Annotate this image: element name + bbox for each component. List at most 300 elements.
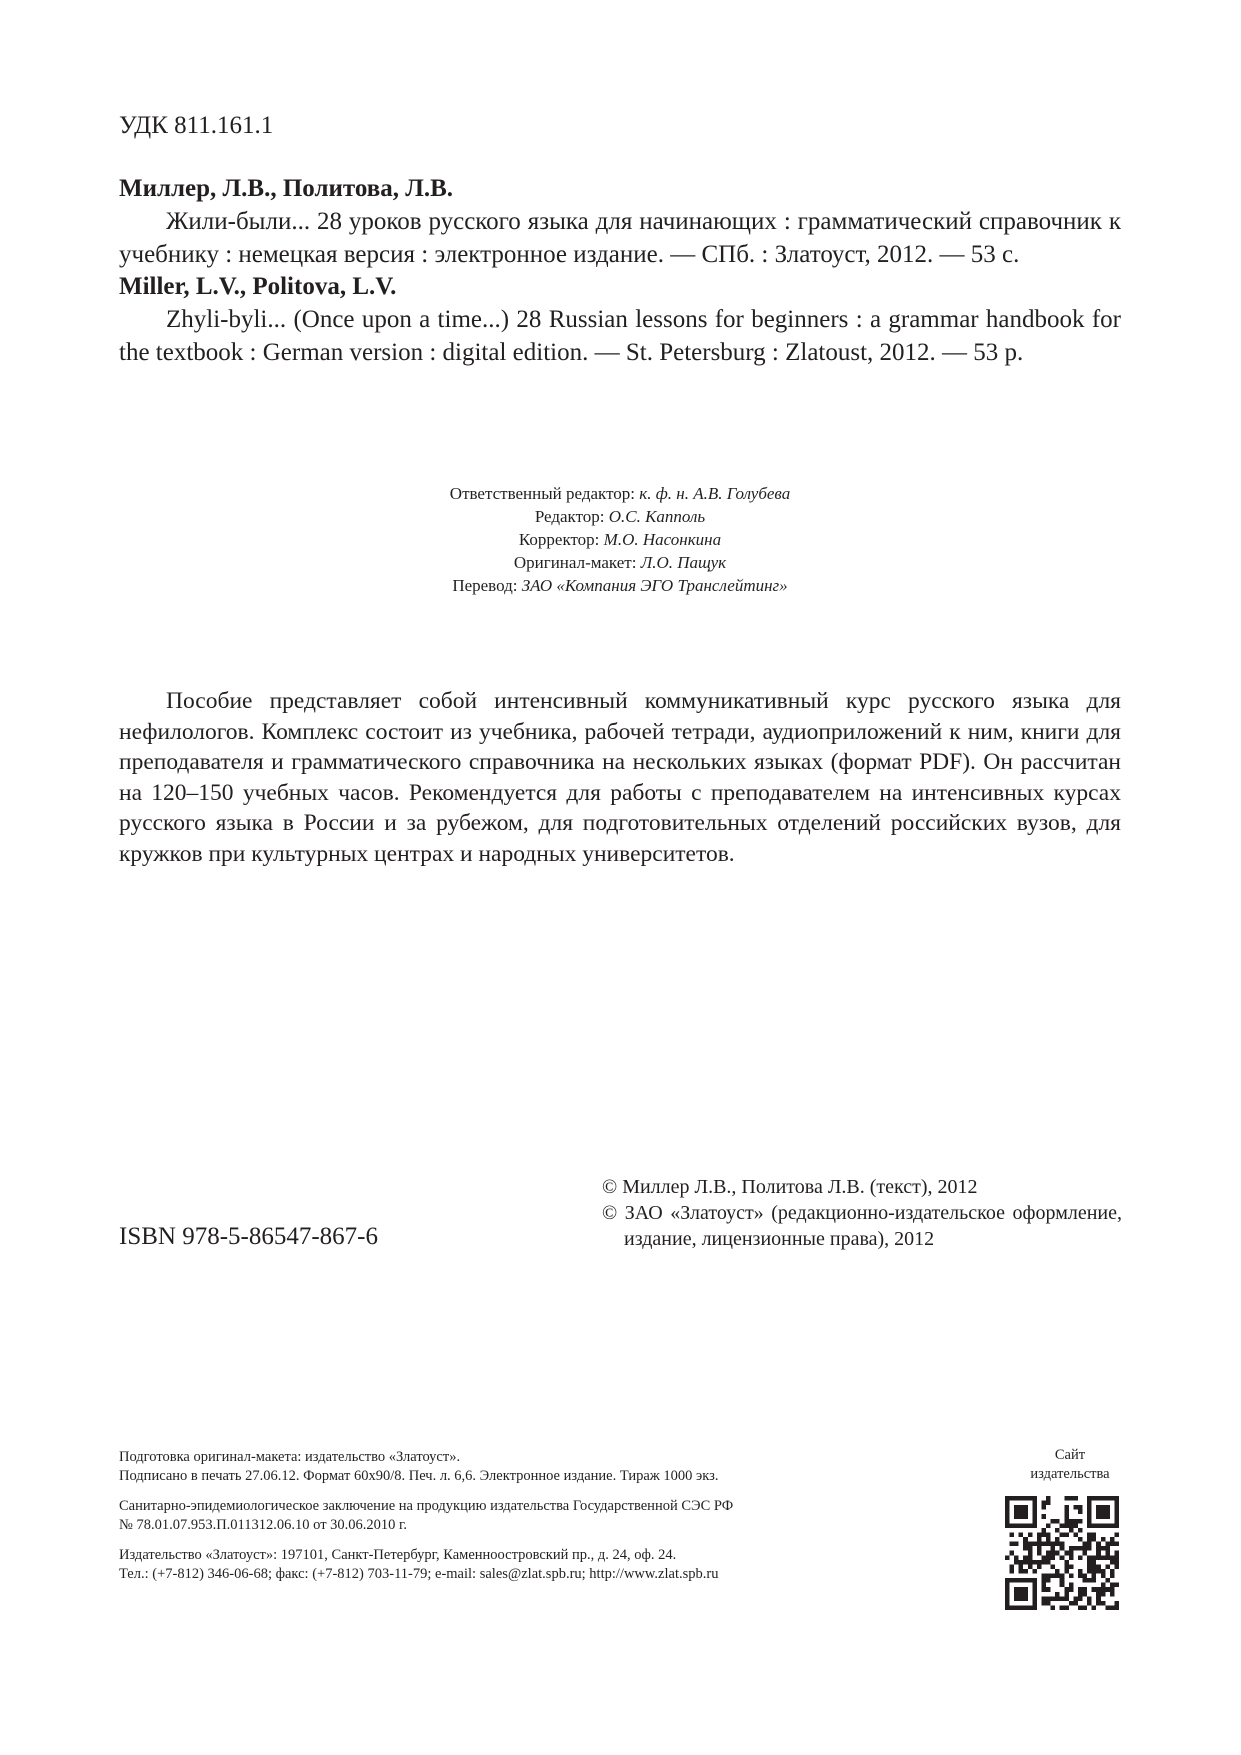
qr-module [1110, 1583, 1115, 1588]
qr-module [1096, 1601, 1101, 1606]
qr-module [1073, 1596, 1078, 1601]
qr-module [1101, 1505, 1106, 1510]
qr-module [1114, 1496, 1119, 1501]
qr-module [1069, 1564, 1074, 1569]
qr-module [1032, 1510, 1037, 1515]
qr-module [1014, 1523, 1019, 1528]
qr-module [1060, 1605, 1065, 1610]
qr-module [1041, 1501, 1046, 1506]
qr-module [1019, 1578, 1024, 1583]
qr-module [1096, 1514, 1101, 1519]
qr-module [1101, 1496, 1106, 1501]
qr-module [1083, 1605, 1088, 1610]
qr-module [1028, 1555, 1033, 1560]
qr-module [1046, 1537, 1051, 1542]
qr-module [1083, 1592, 1088, 1597]
qr-module [1092, 1523, 1097, 1528]
credit-line: Ответственный редактор: к. ф. н. А.В. Голубева [449, 484, 791, 503]
qr-module [1028, 1496, 1033, 1501]
qr-module [1041, 1528, 1046, 1533]
qr-module [1060, 1555, 1065, 1560]
qr-module [1101, 1569, 1106, 1574]
qr-module [1105, 1514, 1110, 1519]
qr-module [1055, 1569, 1060, 1574]
qr-module [1092, 1555, 1097, 1560]
qr-module [1083, 1574, 1088, 1579]
qr-module [1078, 1592, 1083, 1597]
qr-module [1041, 1555, 1046, 1560]
qr-module [1110, 1569, 1115, 1574]
qr-module [1060, 1523, 1065, 1528]
qr-module [1019, 1532, 1024, 1537]
qr-module [1114, 1532, 1119, 1537]
qr-module [1060, 1532, 1065, 1537]
qr-module [1078, 1587, 1083, 1592]
qr-module [1064, 1587, 1069, 1592]
qr-module [1110, 1555, 1115, 1560]
qr-module [1032, 1496, 1037, 1501]
qr-module [1005, 1578, 1010, 1583]
qr-module [1105, 1523, 1110, 1528]
qr-module [1041, 1596, 1046, 1601]
qr-module [1046, 1560, 1051, 1565]
qr-module [1037, 1546, 1042, 1551]
qr-module [1019, 1564, 1024, 1569]
qr-module [1046, 1551, 1051, 1556]
qr-module [1105, 1546, 1110, 1551]
qr-module [1046, 1601, 1051, 1606]
qr-module [1046, 1587, 1051, 1592]
qr-module [1101, 1523, 1106, 1528]
qr-module [1023, 1546, 1028, 1551]
qr-module [1105, 1551, 1110, 1556]
qr-module [1010, 1605, 1015, 1610]
qr-module [1114, 1519, 1119, 1524]
qr-module [1087, 1542, 1092, 1547]
qr-module [1023, 1578, 1028, 1583]
qr-module [1078, 1569, 1083, 1574]
qr-module [1083, 1546, 1088, 1551]
qr-module [1105, 1510, 1110, 1515]
qr-module [1083, 1578, 1088, 1583]
qr-module [1046, 1542, 1051, 1547]
qr-module [1046, 1596, 1051, 1601]
qr-module [1019, 1596, 1024, 1601]
qr-module [1096, 1564, 1101, 1569]
qr-module [1087, 1523, 1092, 1528]
qr-module [1096, 1542, 1101, 1547]
qr-module [1041, 1587, 1046, 1592]
qr-module [1028, 1532, 1033, 1537]
qr-module [1110, 1523, 1115, 1528]
qr-module [1005, 1592, 1010, 1597]
qr-module [1114, 1523, 1119, 1528]
qr-module [1114, 1542, 1119, 1547]
qr-module [1096, 1596, 1101, 1601]
qr-module [1069, 1519, 1074, 1524]
copyright-block [602, 1174, 1122, 1252]
qr-module [1069, 1528, 1074, 1533]
imprint-publisher [119, 1546, 999, 1584]
qr-module [1114, 1560, 1119, 1565]
qr-module [1078, 1510, 1083, 1515]
qr-module [1028, 1542, 1033, 1547]
qr-module [1087, 1510, 1092, 1515]
qr-module [1087, 1532, 1092, 1537]
qr-module [1032, 1501, 1037, 1506]
qr-module [1110, 1574, 1115, 1579]
qr-module [1032, 1542, 1037, 1547]
ru-description: Жили-были... 28 уроков русского языка для начинающих : грамматический справочник к учебнику : немецкая версия : электронное издание. — СПб. : Златоуст, 2012. — 53 с. [119, 208, 1121, 268]
imprint-production [119, 1448, 999, 1486]
qr-module [1092, 1532, 1097, 1537]
qr-module [1028, 1578, 1033, 1583]
ru-bibliographic-entry [119, 172, 1121, 271]
qr-module [1032, 1514, 1037, 1519]
qr-module [1014, 1542, 1019, 1547]
qr-module [1087, 1546, 1092, 1551]
qr-module [1110, 1592, 1115, 1597]
qr-module [1019, 1560, 1024, 1565]
qr-module [1101, 1601, 1106, 1606]
qr-module [1101, 1587, 1106, 1592]
qr-module [1087, 1505, 1092, 1510]
qr-module [1087, 1501, 1092, 1506]
qr-module [1041, 1574, 1046, 1579]
qr-module [1019, 1605, 1024, 1610]
qr-module [1005, 1596, 1010, 1601]
en-description: Zhyli-byli... (Once upon a time...) 28 Russian lessons for beginners : a grammar handbook for the textbook : German version : digital edition. — St. Petersburg : Zlatoust, 2012. — 53 p. [119, 306, 1121, 366]
qr-module [1092, 1578, 1097, 1583]
credit-line: Редактор: О.С. Капполь [534, 507, 706, 526]
qr-module [1005, 1605, 1010, 1610]
qr-module [1073, 1532, 1078, 1537]
qr-module [1019, 1514, 1024, 1519]
qr-module [1069, 1523, 1074, 1528]
qr-module [1051, 1564, 1056, 1569]
qr-module [1005, 1501, 1010, 1506]
qr-module [1051, 1574, 1056, 1579]
qr-module [1032, 1596, 1037, 1601]
qr-module [1046, 1532, 1051, 1537]
qr-module [1078, 1528, 1083, 1533]
qr-module [1114, 1564, 1119, 1569]
qr-module [1101, 1555, 1106, 1560]
qr-module [1010, 1523, 1015, 1528]
qr-module [1032, 1605, 1037, 1610]
copyright-line: © Миллер Л.В., Политова Л.В. (текст), 2012 [602, 1176, 978, 1198]
qr-module [1114, 1601, 1119, 1606]
qr-module [1023, 1510, 1028, 1515]
qr-module [1019, 1523, 1024, 1528]
qr-module [1023, 1514, 1028, 1519]
qr-module [1114, 1510, 1119, 1515]
qr-module [1010, 1496, 1015, 1501]
qr-module [1078, 1605, 1083, 1610]
qr-module [1051, 1542, 1056, 1547]
qr-module [1005, 1496, 1010, 1501]
qr-module [1028, 1564, 1033, 1569]
qr-module [1023, 1505, 1028, 1510]
qr-module [1092, 1564, 1097, 1569]
qr-module [1078, 1574, 1083, 1579]
qr-module [1069, 1574, 1074, 1579]
qr-module [1032, 1569, 1037, 1574]
imprint-sanitary-2: № 78.01.07.953.П.011312.06.10 от 30.06.2010 г. [119, 1517, 407, 1533]
qr-module [1064, 1564, 1069, 1569]
qr-module [1014, 1514, 1019, 1519]
qr-module [1060, 1583, 1065, 1588]
qr-module [1096, 1496, 1101, 1501]
qr-module [1051, 1546, 1056, 1551]
qr-module [1014, 1605, 1019, 1610]
isbn: ISBN 978-5-86547-867-6 [119, 1223, 379, 1250]
qr-module [1064, 1532, 1069, 1537]
qr-module [1060, 1542, 1065, 1547]
qr-module [1010, 1551, 1015, 1556]
qr-module [1114, 1514, 1119, 1519]
qr-module [1037, 1537, 1042, 1542]
qr-module [1005, 1555, 1010, 1560]
qr-module [1087, 1519, 1092, 1524]
qr-module [1010, 1578, 1015, 1583]
qr-module [1010, 1532, 1015, 1537]
qr-module [1101, 1514, 1106, 1519]
qr-module [1064, 1605, 1069, 1610]
qr-module [1092, 1569, 1097, 1574]
qr-module [1078, 1596, 1083, 1601]
qr-module [1028, 1551, 1033, 1556]
qr-module [1110, 1537, 1115, 1542]
qr-module [1114, 1505, 1119, 1510]
imprint-sanitary-1: Санитарно-эпидемиологическое заключение на продукцию издательства Государственной СЭС РФ [119, 1498, 734, 1514]
qr-module [1041, 1601, 1046, 1606]
qr-module [1046, 1501, 1051, 1506]
qr-module [1005, 1601, 1010, 1606]
qr-module [1060, 1578, 1065, 1583]
annotation-paragraph: Пособие представляет собой интенсивный коммуникативный курс русского языка для нефилологов. Комплекс состоит из учебника, рабочей тетради, аудиоприложений к ним, книги для преподавателя и грамматического справочника на нескольких языках (формат PDF). Он рассчитан на 120–150 учебных часов. Рекомендуется для работы с преподавателем на интенсивных курсах русского языка в России и за рубежом, для подготовительных отделений российских вузов, для кружков при культурных центрах и народных университетов. [119, 688, 1121, 867]
qr-module [1019, 1587, 1024, 1592]
qr-module [1064, 1551, 1069, 1556]
qr-module [1032, 1583, 1037, 1588]
imprint-prep: Подготовка оригинал-макета: издательство «Златоуст». [119, 1449, 461, 1465]
qr-module [1041, 1583, 1046, 1588]
qr-module [1019, 1496, 1024, 1501]
qr-module [1014, 1555, 1019, 1560]
qr-module [1032, 1578, 1037, 1583]
qr-module [1023, 1496, 1028, 1501]
qr-module [1023, 1587, 1028, 1592]
qr-module [1105, 1564, 1110, 1569]
qr-module [1060, 1596, 1065, 1601]
qr-module [1064, 1596, 1069, 1601]
qr-module [1110, 1587, 1115, 1592]
qr-module [1023, 1605, 1028, 1610]
qr-module [1110, 1496, 1115, 1501]
qr-module [1064, 1592, 1069, 1597]
qr-module [1064, 1523, 1069, 1528]
qr-module [1069, 1496, 1074, 1501]
qr-module [1064, 1569, 1069, 1574]
qr-module [1032, 1519, 1037, 1524]
qr-module [1041, 1542, 1046, 1547]
qr-module [1055, 1528, 1060, 1533]
qr-module [1010, 1542, 1015, 1547]
qr-module [1023, 1569, 1028, 1574]
qr-module [1087, 1514, 1092, 1519]
qr-module [1019, 1510, 1024, 1515]
qr-module [1005, 1505, 1010, 1510]
credit-line: Перевод: ЗАО «Компания ЭГО Транслейтинг» [452, 576, 788, 595]
qr-module [1046, 1523, 1051, 1528]
qr-module [1087, 1596, 1092, 1601]
qr-module [1064, 1505, 1069, 1510]
qr-module [1032, 1560, 1037, 1565]
qr-module [1032, 1587, 1037, 1592]
qr-module [1005, 1519, 1010, 1524]
qr-module [1046, 1578, 1051, 1583]
qr-module [1110, 1605, 1115, 1610]
qr-module [1096, 1523, 1101, 1528]
qr-module [1083, 1587, 1088, 1592]
qr-module [1037, 1564, 1042, 1569]
qr-module [1114, 1551, 1119, 1556]
qr-module [1101, 1537, 1106, 1542]
qr-module [1055, 1574, 1060, 1579]
qr-module [1114, 1605, 1119, 1610]
qr-module [1041, 1514, 1046, 1519]
qr-module [1096, 1555, 1101, 1560]
qr-module [1101, 1510, 1106, 1515]
qr-module [1064, 1514, 1069, 1519]
qr-module [1037, 1532, 1042, 1537]
imprint-contacts: Тел.: (+7-812) 346-06-68; факс: (+7-812) 703-11-79; e-mail: sales@zlat.spb.ru; http://www.zlat.spb.ru [119, 1566, 719, 1582]
qr-module [1055, 1551, 1060, 1556]
qr-module [1055, 1596, 1060, 1601]
qr-module [1037, 1542, 1042, 1547]
qr-module [1083, 1542, 1088, 1547]
qr-module [1051, 1519, 1056, 1524]
qr-module [1092, 1496, 1097, 1501]
qr-module [1014, 1505, 1019, 1510]
qr-module [1087, 1496, 1092, 1501]
qr-module [1014, 1578, 1019, 1583]
qr-module [1046, 1574, 1051, 1579]
qr-module [1041, 1578, 1046, 1583]
ru-authors: Миллер, Л.В., Политова, Л.В. [119, 175, 454, 202]
qr-module [1023, 1592, 1028, 1597]
credit-line: Корректор: М.О. Насонкина [518, 530, 722, 549]
qr-module [1010, 1564, 1015, 1569]
qr-module [1078, 1537, 1083, 1542]
qr-module [1051, 1596, 1056, 1601]
credits-list [300, 482, 940, 597]
qr-module [1105, 1578, 1110, 1583]
qr-module [1051, 1551, 1056, 1556]
qr-module [1023, 1523, 1028, 1528]
qr-module [1041, 1532, 1046, 1537]
qr-module [1028, 1546, 1033, 1551]
qr-module [1005, 1523, 1010, 1528]
qr-module [1019, 1569, 1024, 1574]
qr-caption: Сайт издательства [1030, 1447, 1110, 1482]
qr-module [1092, 1560, 1097, 1565]
qr-module [1096, 1510, 1101, 1515]
qr-module [1014, 1592, 1019, 1597]
qr-module [1014, 1560, 1019, 1565]
qr-module [1073, 1601, 1078, 1606]
qr-module [1087, 1569, 1092, 1574]
qr-module [1069, 1546, 1074, 1551]
imprint-sanitary [119, 1497, 999, 1535]
qr-module [1014, 1510, 1019, 1515]
qr-module [1037, 1560, 1042, 1565]
qr-module [1041, 1560, 1046, 1565]
qr-module [1105, 1542, 1110, 1547]
qr-module [1101, 1583, 1106, 1588]
qr-module [1005, 1587, 1010, 1592]
qr-module [1087, 1564, 1092, 1569]
en-bibliographic-entry [119, 270, 1121, 369]
qr-module [1051, 1605, 1056, 1610]
qr-code-icon[interactable] [1005, 1496, 1119, 1610]
qr-module [1073, 1523, 1078, 1528]
qr-module [1105, 1605, 1110, 1610]
qr-module [1078, 1555, 1083, 1560]
qr-module [1073, 1546, 1078, 1551]
qr-module [1073, 1505, 1078, 1510]
qr-module [1023, 1542, 1028, 1547]
qr-module [1114, 1583, 1119, 1588]
qr-module [1028, 1605, 1033, 1610]
qr-module [1014, 1596, 1019, 1601]
qr-module [1096, 1587, 1101, 1592]
en-authors: Miller, L.V., Politova, L.V. [119, 273, 397, 300]
qr-module [1014, 1496, 1019, 1501]
udk-code: УДК 811.161.1 [119, 112, 274, 139]
qr-module [1014, 1587, 1019, 1592]
qr-module [1055, 1542, 1060, 1547]
qr-module [1019, 1505, 1024, 1510]
qr-module [1023, 1537, 1028, 1542]
qr-module [1087, 1560, 1092, 1565]
qr-module [1005, 1510, 1010, 1515]
imprint-address: Издательство «Златоуст»: 197101, Санкт-Петербург, Каменноостровский пр., д. 24, оф. 24. [119, 1547, 677, 1563]
qr-module [1078, 1505, 1083, 1510]
qr-module [1069, 1583, 1074, 1588]
qr-module [1096, 1505, 1101, 1510]
qr-module [1032, 1523, 1037, 1528]
qr-module [1069, 1555, 1074, 1560]
qr-module [1055, 1519, 1060, 1524]
qr-module [1046, 1555, 1051, 1560]
credit-line: Оригинал-макет: Л.О. Пащук [513, 553, 727, 572]
qr-module [1069, 1551, 1074, 1556]
qr-module [1060, 1546, 1065, 1551]
qr-module [1087, 1601, 1092, 1606]
qr-module [1096, 1551, 1101, 1556]
qr-module [1073, 1496, 1078, 1501]
qr-module [1101, 1574, 1106, 1579]
qr-module [1096, 1546, 1101, 1551]
qr-module [1087, 1555, 1092, 1560]
qr-module [1032, 1592, 1037, 1597]
qr-module [1092, 1537, 1097, 1542]
qr-module [1032, 1505, 1037, 1510]
qr-module [1092, 1587, 1097, 1592]
qr-module [1046, 1496, 1051, 1501]
qr-module [1105, 1496, 1110, 1501]
